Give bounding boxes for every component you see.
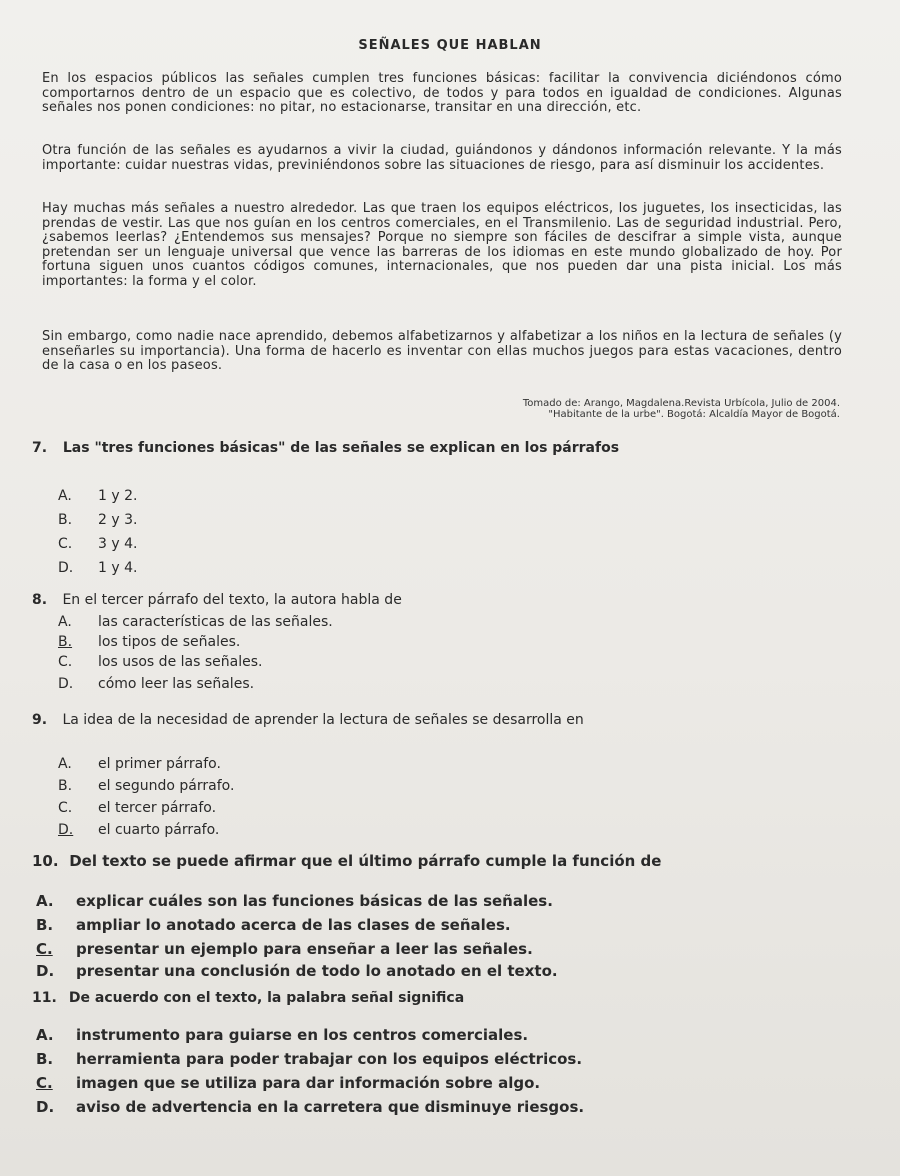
option-b[interactable]: B. 2 y 3.: [58, 512, 138, 528]
option-a[interactable]: A. explicar cuáles son las funciones básicas de las señales.: [36, 892, 553, 910]
option-d[interactable]: D. aviso de advertencia en la carretera que disminuye riesgos.: [36, 1098, 585, 1116]
question-text: Del texto se puede afirmar que el último párrafo cumple la función de: [69, 852, 662, 870]
option-b[interactable]: B. el segundo párrafo.: [58, 778, 235, 794]
option-c[interactable]: C. imagen que se utiliza para dar información sobre algo.: [36, 1074, 541, 1092]
paragraph-3: Hay muchas más señales a nuestro alrededor. Las que traen los equipos eléctricos, los juguetes, los insecticidas, las prendas de vestir. Las que nos guían en los centros comerciales, en el Transmilenio. Las de seguridad industrial. Pero, ¿sabemos leerlas? ¿Entendemos sus mensajes? Porque no siempre son fáciles de descifrar a simple vista, aunque pretendan ser un lenguaje universal que vence las barreras de los idiomas en este mundo globalizado de hoy. Por fortuna siguen unos cuantos códigos comunes, internacionales, que nos pueden dar una pista inicial. Los más importantes: la forma y el color.: [42, 201, 842, 289]
option-a[interactable]: A. instrumento para guiarse en los centros comerciales.: [36, 1026, 529, 1044]
paragraph-2: Otra función de las señales es ayudarnos a vivir la ciudad, guiándonos y dándonos información relevante. Y la más importante: cuidar nuestras vidas, previniéndonos sobre las situaciones de riesgo, para así disminuir los accidentes.: [42, 143, 842, 173]
source-line-2: "Habitante de la urbe". Bogotá: Alcaldía Mayor de Bogotá.: [548, 409, 840, 420]
option-b[interactable]: B. herramienta para poder trabajar con los equipos eléctricos.: [36, 1050, 583, 1068]
question-text: En el tercer párrafo del texto, la autora habla de: [62, 592, 402, 608]
option-c[interactable]: C. 3 y 4.: [58, 536, 138, 552]
question-text: Las "tres funciones básicas" de las señales se explican en los párrafos: [62, 440, 620, 456]
question-text: De acuerdo con el texto, la palabra señal significa: [68, 990, 465, 1006]
paragraph-4: Sin embargo, como nadie nace aprendido, debemos alfabetizarnos y alfabetizar a los niños en la lectura de señales (y enseñarles su importancia). Una forma de hacerlo es inventar con ellas muchos juegos para estas vacaciones, dentro de la casa o en los paseos.: [42, 329, 842, 374]
option-c[interactable]: C. el tercer párrafo.: [58, 800, 217, 816]
option-d[interactable]: D. presentar una conclusión de todo lo anotado en el texto.: [36, 962, 558, 980]
question-number: 11.: [32, 990, 57, 1006]
source-citation: [300, 398, 840, 420]
option-c[interactable]: C. presentar un ejemplo para enseñar a leer las señales.: [36, 940, 533, 958]
option-b[interactable]: B. los tipos de señales.: [58, 634, 241, 650]
option-d[interactable]: D. el cuarto párrafo.: [58, 822, 220, 838]
option-a[interactable]: A. las características de las señales.: [58, 614, 333, 630]
question-number: 10.: [32, 852, 59, 870]
paragraph-1: En los espacios públicos las señales cumplen tres funciones básicas: facilitar la convivencia diciéndonos cómo comportarnos dentro de un espacio que es colectivo, de todos y para todos en igualdad de condiciones. Algunas señales nos ponen condiciones: no pitar, no estacionarse, transitar en una dirección, etc.: [42, 71, 842, 116]
document-title: SEÑALES QUE HABLAN: [358, 38, 542, 53]
option-a[interactable]: A. el primer párrafo.: [58, 756, 221, 772]
option-a[interactable]: A. 1 y 2.: [58, 488, 138, 504]
question-text: La idea de la necesidad de aprender la lectura de señales se desarrolla en: [62, 712, 584, 728]
option-d[interactable]: D. 1 y 4.: [58, 560, 138, 576]
option-d[interactable]: D. cómo leer las señales.: [58, 676, 255, 692]
question-number: 7.: [32, 440, 48, 456]
question-number: 9.: [32, 712, 48, 728]
question-number: 8.: [32, 592, 48, 608]
option-b[interactable]: B. ampliar lo anotado acerca de las clases de señales.: [36, 916, 511, 934]
source-line-1: Tomado de: Arango, Magdalena.Revista Urbícola, Julio de 2004.: [522, 398, 840, 409]
option-c[interactable]: C. los usos de las señales.: [58, 654, 263, 670]
